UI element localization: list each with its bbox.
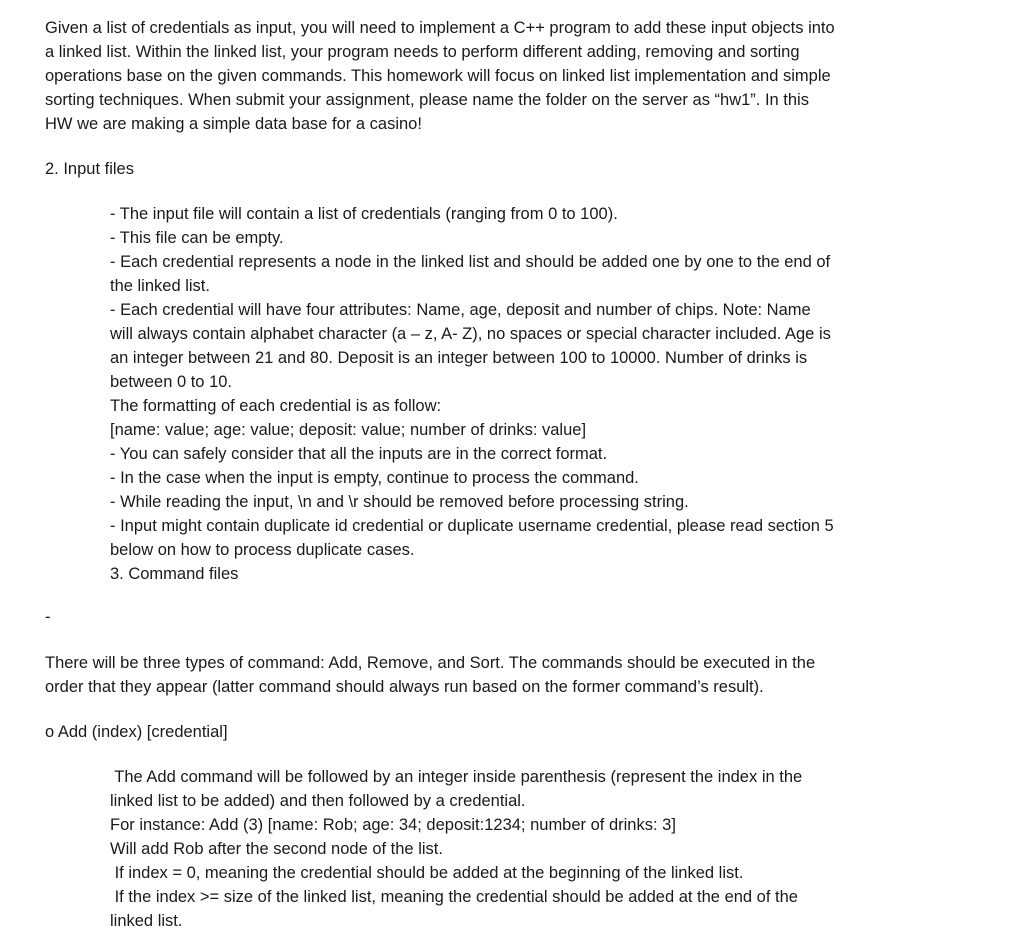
input-list-line: - The input file will contain a list of credentials (ranging from 0 to 100). xyxy=(110,205,618,223)
section-heading-command-files: 3. Command files xyxy=(110,565,239,583)
intro-line: HW we are making a simple data base for a casino! xyxy=(45,115,422,133)
intro-line: a linked list. Within the linked list, your program needs to perform different adding, removing and sorting xyxy=(45,43,800,61)
input-list-line: - This file can be empty. xyxy=(110,229,284,247)
input-list-line: between 0 to 10. xyxy=(110,373,233,391)
add-command-heading: o Add (index) [credential] xyxy=(45,723,228,741)
input-list-line: [name: value; age: value; deposit: value; number of drinks: value] xyxy=(110,421,587,439)
input-list-line: - While reading the input, \n and \r should be removed before processing string. xyxy=(110,493,689,511)
input-list-line: will always contain alphabet character (a – z, A- Z), no spaces or special character included. Age is xyxy=(110,325,831,343)
intro-line: operations base on the given commands. This homework will focus on linked list implementation and simple xyxy=(45,67,831,85)
input-list-line: - You can safely consider that all the inputs are in the correct format. xyxy=(110,445,608,463)
add-description-line: linked list. xyxy=(110,912,183,930)
intro-line: Given a list of credentials as input, you will need to implement a C++ program to add these input objects into xyxy=(45,19,835,37)
input-list-line: - In the case when the input is empty, continue to process the command. xyxy=(110,469,639,487)
commands-line: order that they appear (latter command should always run based on the former command’s result). xyxy=(45,678,764,696)
input-list-line: below on how to process duplicate cases. xyxy=(110,541,415,559)
commands-line: There will be three types of command: Add, Remove, and Sort. The commands should be executed in the xyxy=(45,654,816,672)
input-list-line: The formatting of each credential is as follow: xyxy=(110,397,442,415)
add-description-line: If the index >= size of the linked list, meaning the credential should be added at the end of the xyxy=(110,888,798,906)
section-heading-input-files: 2. Input files xyxy=(45,160,134,178)
add-description-line: linked list to be added) and then followed by a credential. xyxy=(110,792,526,810)
add-description-line: The Add command will be followed by an integer inside parenthesis (represent the index in the xyxy=(110,768,803,786)
input-list-line: - Each credential represents a node in the linked list and should be added one by one to the end of xyxy=(110,253,831,271)
input-list-line: - Input might contain duplicate id credential or duplicate username credential, please read section 5 xyxy=(110,517,834,535)
add-description-line: If index = 0, meaning the credential should be added at the beginning of the linked list. xyxy=(110,864,744,882)
input-list-line: - Each credential will have four attributes: Name, age, deposit and number of chips. Note: Name xyxy=(110,301,811,319)
stray-dash: - xyxy=(45,608,51,626)
input-list-line: the linked list. xyxy=(110,277,210,295)
add-description-line: Will add Rob after the second node of the list. xyxy=(110,840,443,858)
intro-line: sorting techniques. When submit your assignment, please name the folder on the server as “hw1”. In this xyxy=(45,91,809,109)
input-list-line: an integer between 21 and 80. Deposit is an integer between 100 to 10000. Number of drinks is xyxy=(110,349,808,367)
add-description-line: For instance: Add (3) [name: Rob; age: 34; deposit:1234; number of drinks: 3] xyxy=(110,816,676,834)
